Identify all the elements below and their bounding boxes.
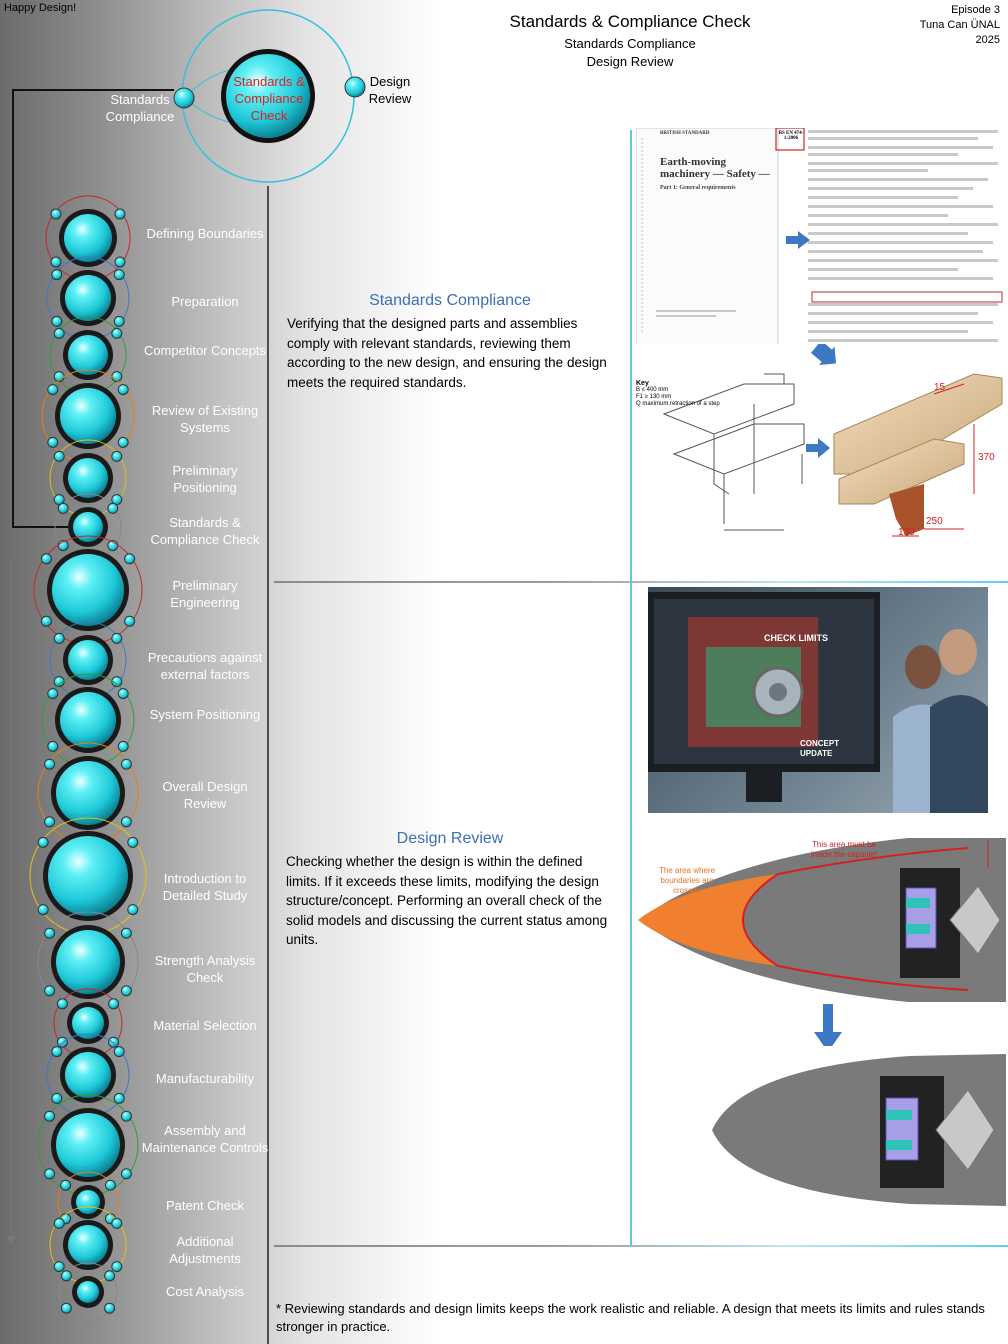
step-satellite	[52, 270, 62, 280]
step-ball	[77, 1281, 99, 1303]
step-ball	[76, 1190, 100, 1214]
section-divider-2	[274, 1245, 1008, 1247]
step-satellite	[45, 986, 55, 996]
capsule-before-diagram	[638, 838, 1006, 1002]
standards-section-text: Verifying that the designed parts and assemblies comply with relevant standards, reviewing them according to the new design, and ensuring the design meets the required standards.	[287, 316, 607, 390]
hub-center-label: Standards & Compliance Check	[233, 74, 305, 123]
step-label: Strength Analysis Check	[154, 953, 256, 985]
step-satellite	[61, 1180, 71, 1190]
step-satellite	[121, 1111, 131, 1121]
step-satellite	[112, 1218, 122, 1228]
dim-370: 370	[978, 452, 995, 463]
step-ball	[68, 1225, 108, 1265]
column-divider-1	[630, 130, 632, 582]
step-satellite	[41, 616, 51, 626]
step-label: System Positioning	[149, 707, 261, 722]
step-satellite	[121, 928, 131, 938]
step-satellite	[121, 817, 131, 827]
monitor-label-check: CHECK LIMITS	[764, 633, 828, 643]
step-label: Review of Existing Systems	[151, 403, 259, 435]
episode-info	[920, 3, 1000, 48]
page-title: Standards & Compliance Check	[509, 12, 751, 31]
step-satellite	[52, 1093, 62, 1103]
step-satellite	[114, 1093, 124, 1103]
review-section-title: Design Review	[396, 830, 504, 847]
step-label: Precautions against external factors	[147, 650, 263, 682]
step-satellite	[61, 1271, 71, 1281]
doc-part: Part 1: General requirements	[660, 185, 736, 191]
step-ball	[56, 761, 120, 825]
dim-250: 250	[926, 516, 943, 527]
step-label: Defining Boundaries	[146, 226, 264, 241]
step-ball	[48, 836, 128, 916]
step-satellite	[38, 837, 48, 847]
capsule-note-right: This area must be inside the capsule!	[810, 840, 878, 859]
key-line: Q maximum retraction of a step	[636, 401, 720, 407]
doc-key	[636, 380, 720, 408]
step-ball	[64, 214, 112, 262]
step-ball	[65, 1052, 111, 1098]
key-line: B ≤ 400 mm	[636, 387, 669, 393]
step-label: Additional Adjustments	[169, 1234, 241, 1266]
section-divider-1	[274, 581, 1008, 583]
step-satellite	[115, 257, 125, 267]
step-satellite	[61, 1303, 71, 1313]
step-label: Competitor Concepts	[143, 343, 267, 358]
year-label: 2025	[975, 34, 1000, 46]
episode-label: Episode 3	[951, 4, 1000, 16]
step-satellite	[54, 451, 64, 461]
dim-130: 130	[898, 527, 915, 538]
monitor-review-photo	[648, 587, 988, 813]
step-satellite	[45, 1169, 55, 1179]
step-satellite	[118, 385, 128, 395]
step-satellite	[105, 1271, 115, 1281]
standards-section-title: Standards Compliance	[369, 292, 531, 309]
step-satellite	[112, 328, 122, 338]
step-satellite	[118, 437, 128, 447]
step-ball	[68, 458, 108, 498]
step-satellite	[58, 503, 68, 513]
step-label: Overall Design Review	[162, 779, 248, 811]
step-satellite	[128, 905, 138, 915]
step-ball	[65, 275, 111, 321]
dim-15: 15	[934, 382, 946, 393]
step-satellite	[54, 1218, 64, 1228]
step-satellite	[54, 328, 64, 338]
step-satellite	[109, 999, 119, 1009]
step-satellite	[45, 1111, 55, 1121]
step-satellite	[105, 1180, 115, 1190]
step-satellite	[45, 817, 55, 827]
step-label: Introduction to Detailed Study	[162, 871, 248, 903]
step-satellite	[112, 633, 122, 643]
step-satellite	[52, 316, 62, 326]
step-label: Preliminary Engineering	[170, 578, 240, 610]
step-label: Cost Analysis	[165, 1284, 245, 1299]
step-satellite	[125, 616, 135, 626]
standard-document-image	[636, 128, 1006, 353]
step-label: Preparation	[171, 294, 239, 309]
step-satellite	[112, 1262, 122, 1272]
step-satellite	[112, 451, 122, 461]
step-ball	[52, 554, 124, 626]
step-satellite	[114, 316, 124, 326]
step-balls-group	[30, 196, 146, 1321]
doc-title: Earth-moving machinery — Safety —	[660, 156, 770, 180]
step-standard-diagram	[634, 344, 1006, 540]
step-satellite	[57, 999, 67, 1009]
doc-publisher: BRITISH STANDARD	[660, 131, 710, 136]
step-satellite	[45, 759, 55, 769]
step-satellite	[45, 928, 55, 938]
step-satellite	[51, 209, 61, 219]
step-satellite	[121, 1169, 131, 1179]
step-satellite	[54, 633, 64, 643]
step-ball	[56, 1113, 120, 1177]
step-label: Standards & Compliance Check	[150, 515, 260, 547]
capsule-note-left: The area where boundaries are crossed	[658, 866, 716, 895]
footnote: * Reviewing standards and design limits keeps the work realistic and reliable. A design that meets its limits and rules stands stronger in practice.	[276, 1301, 985, 1334]
review-section-text: Checking whether the design is within the defined limits. If it exceeds these limits, modifying the design structure/concept. Performing an overall check of the solid models and discussing the current status among units.	[286, 854, 608, 947]
step-satellite	[48, 741, 58, 751]
page-subtitle-2: Design Review	[586, 54, 674, 69]
step-satellite	[48, 689, 58, 699]
step-satellite	[105, 1303, 115, 1313]
step-satellite	[48, 385, 58, 395]
step-satellite	[38, 905, 48, 915]
hub-right-label: Design Review	[368, 74, 412, 106]
step-ball	[68, 335, 108, 375]
monitor-label-concept: CONCEPT UPDATE	[800, 739, 840, 758]
step-satellite	[51, 257, 61, 267]
page-subtitle-1: Standards Compliance	[564, 36, 696, 51]
key-line: F1 ≥ 130 mm	[636, 394, 672, 400]
column-divider-2	[630, 583, 632, 1245]
step-satellite	[125, 554, 135, 564]
step-satellite	[48, 437, 58, 447]
step-ball	[56, 930, 120, 994]
step-satellite	[121, 759, 131, 769]
step-label: Preliminary Positioning	[172, 463, 238, 495]
step-satellite	[114, 270, 124, 280]
step-satellite	[54, 1262, 64, 1272]
step-satellite	[52, 1047, 62, 1057]
hub-left-label: Standards Compliance	[105, 92, 175, 124]
step-label: Patent Check	[165, 1198, 245, 1213]
step-label: Manufacturability	[155, 1071, 255, 1086]
step-satellite	[118, 689, 128, 699]
step-satellite	[114, 1047, 124, 1057]
step-ball	[60, 388, 116, 444]
capsule-after-diagram	[710, 1046, 1006, 1214]
author-label: Tuna Can ÜNAL	[919, 19, 1000, 31]
step-satellite	[121, 986, 131, 996]
step-satellite	[115, 209, 125, 219]
happy-design-label: Happy Design!	[4, 2, 77, 14]
step-satellite	[128, 837, 138, 847]
step-label: Assembly and Maintenance Controls	[141, 1123, 269, 1155]
step-ball	[60, 692, 116, 748]
doc-code: BS EN 474-1:2006	[778, 131, 804, 141]
step-satellite	[41, 554, 51, 564]
step-satellite	[108, 503, 118, 513]
key-label: Key	[636, 380, 649, 387]
step-satellite	[118, 741, 128, 751]
step-label: Material Selection	[153, 1018, 257, 1033]
